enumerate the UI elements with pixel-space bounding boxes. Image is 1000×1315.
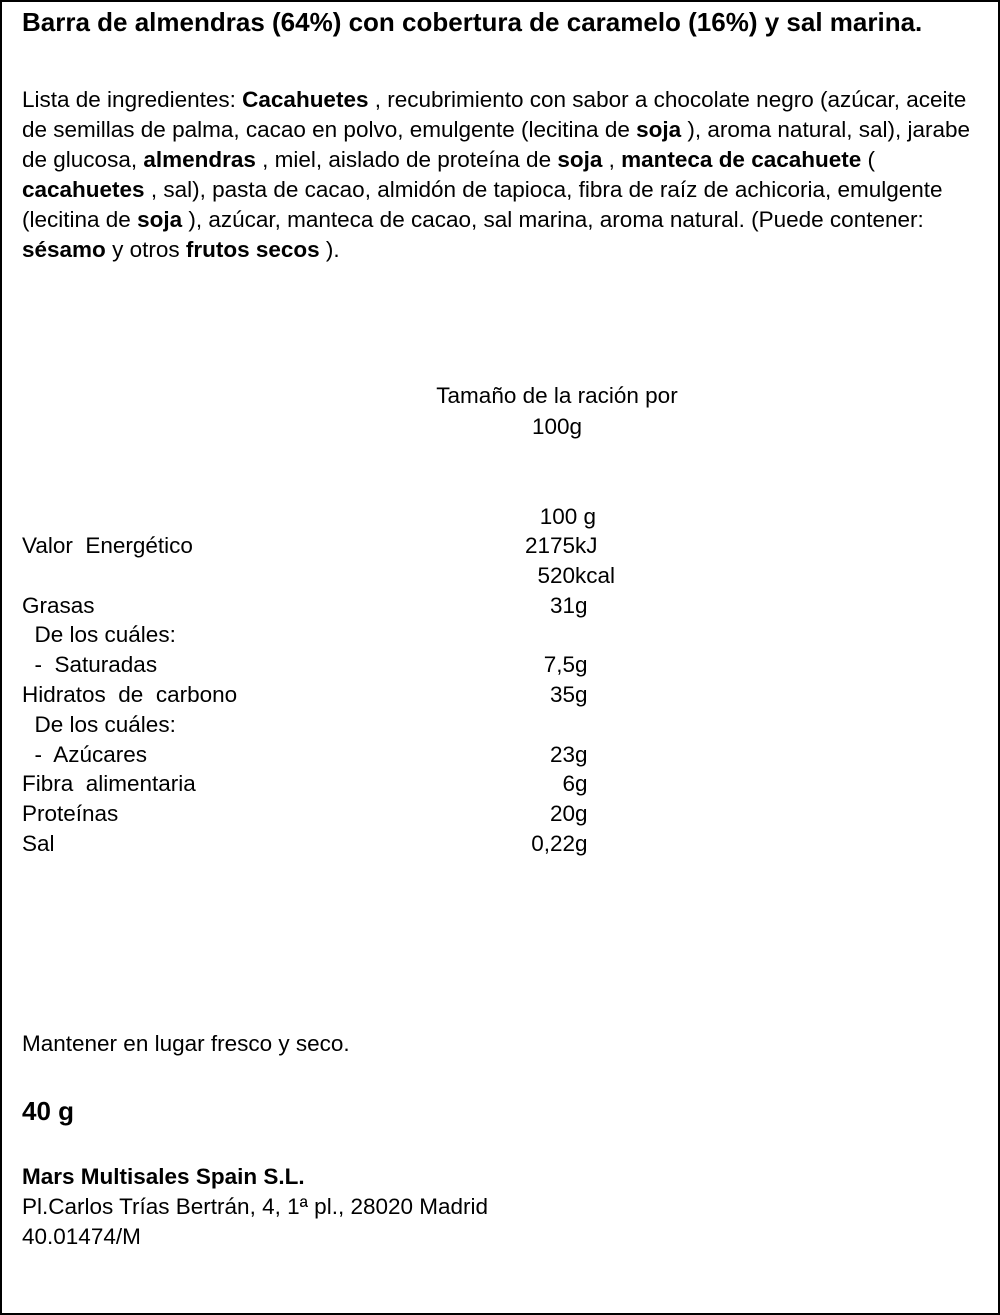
nutrition-row: [22, 561, 622, 591]
nutrition-row: [22, 740, 622, 770]
company-code: 40.01474/M: [22, 1224, 141, 1249]
nutrient-unit: g: [575, 771, 588, 797]
nutrient-value: 2175: [524, 533, 575, 558]
nutrient-label: Valor Energético: [22, 533, 193, 558]
allergen-text: soja: [636, 117, 682, 142]
ingredient-text: ), aroma natural, sal), jarabe de glucosa,: [22, 117, 971, 172]
nutrient-unit: g: [575, 592, 588, 618]
company-name: Mars Multisales Spain S.L.: [22, 1164, 305, 1189]
nutrient-label: De los cuáles:: [22, 622, 176, 648]
allergen-text: frutos secos: [185, 237, 320, 262]
nutrition-row: [22, 650, 622, 680]
nutrient-value: 7,5: [543, 652, 575, 678]
nutrient-unit: kcal: [575, 562, 616, 588]
nutrient-value: 23: [549, 741, 575, 767]
ingredient-text: , sal), pasta de cacao, almidón de tapioca, fibra de raíz de achicoria, emulgente (lecitina de: [22, 177, 943, 232]
nutrient-label: - Saturadas: [22, 652, 158, 678]
allergen-text: cacahuetes: [22, 177, 145, 202]
nutrient-label: Hidratos de carbono: [22, 682, 238, 707]
nutrient-unit: g: [575, 652, 588, 678]
ingredients-list: [22, 85, 972, 265]
nutrient-label: - Azúcares: [22, 741, 148, 767]
nutrient-label: Sal: [22, 831, 55, 856]
ingredient-text: ,: [602, 147, 622, 172]
nutrient-unit: g: [575, 831, 588, 856]
nutrient-label: Fibra alimentaria: [22, 771, 196, 797]
ingredient-text: (: [861, 147, 876, 172]
nutrition-row: [22, 769, 622, 799]
allergen-text: soja: [137, 207, 183, 232]
serving-size-line1: Tamaño de la ración por: [436, 383, 678, 408]
nutrient-value: 0,22: [531, 831, 575, 856]
nutrition-row: [22, 620, 622, 650]
nutrition-column-header: 100 g: [539, 504, 596, 529]
allergen-text: manteca de cacahuete: [621, 147, 862, 172]
ingredient-text: Lista de ingredientes:: [22, 87, 243, 112]
nutrient-value: 31: [549, 592, 575, 618]
allergen-text: sésamo: [22, 237, 106, 262]
nutrition-row: [22, 829, 622, 859]
nutrition-row: [22, 531, 622, 561]
company-info: [22, 1162, 488, 1252]
nutrient-label: De los cuáles:: [22, 711, 176, 737]
nutrient-unit: g: [575, 801, 588, 827]
nutrient-value: 6: [562, 771, 575, 797]
nutrient-label: Grasas: [22, 592, 95, 618]
ingredient-text: ), azúcar, manteca de cacao, sal marina, aroma natural. (Puede contener:: [182, 207, 924, 232]
nutrition-row: [22, 591, 622, 621]
company-address: Pl.Carlos Trías Bertrán, 4, 1ª pl., 28020 Madrid: [22, 1194, 489, 1219]
ingredient-text: ).: [319, 237, 340, 262]
ingredient-text: , miel, aislado de proteína de: [255, 147, 558, 172]
allergen-text: almendras: [143, 147, 256, 172]
ingredient-text: , recubrimiento con sabor a chocolate negro (azúcar, aceite de semillas de palma, cacao en polvo, emulgente (lecitina de: [22, 87, 967, 142]
net-weight: 40 g: [22, 1096, 75, 1126]
serving-size: [382, 380, 732, 442]
ingredient-text: y otros: [105, 237, 186, 262]
nutrient-unit: g: [575, 741, 588, 767]
allergen-text: Cacahuetes: [242, 87, 369, 112]
serving-size-line2: 100g: [531, 414, 583, 439]
nutrient-label: Proteínas: [22, 801, 119, 827]
allergen-text: soja: [557, 147, 603, 172]
nutrition-row: [22, 680, 622, 710]
nutrient-value: 20: [549, 801, 575, 827]
nutrient-value: 520: [537, 562, 575, 588]
product-title: Barra de almendras (64%) con cobertura de caramelo (16%) y sal marina.: [22, 7, 923, 37]
nutrient-unit: g: [575, 682, 588, 707]
nutrient-value: 35: [549, 682, 575, 707]
nutrition-row: [22, 799, 622, 829]
nutrient-unit: kJ: [575, 533, 598, 558]
nutrition-row: [22, 710, 622, 740]
storage-instructions: Mantener en lugar fresco y seco.: [22, 1031, 350, 1056]
